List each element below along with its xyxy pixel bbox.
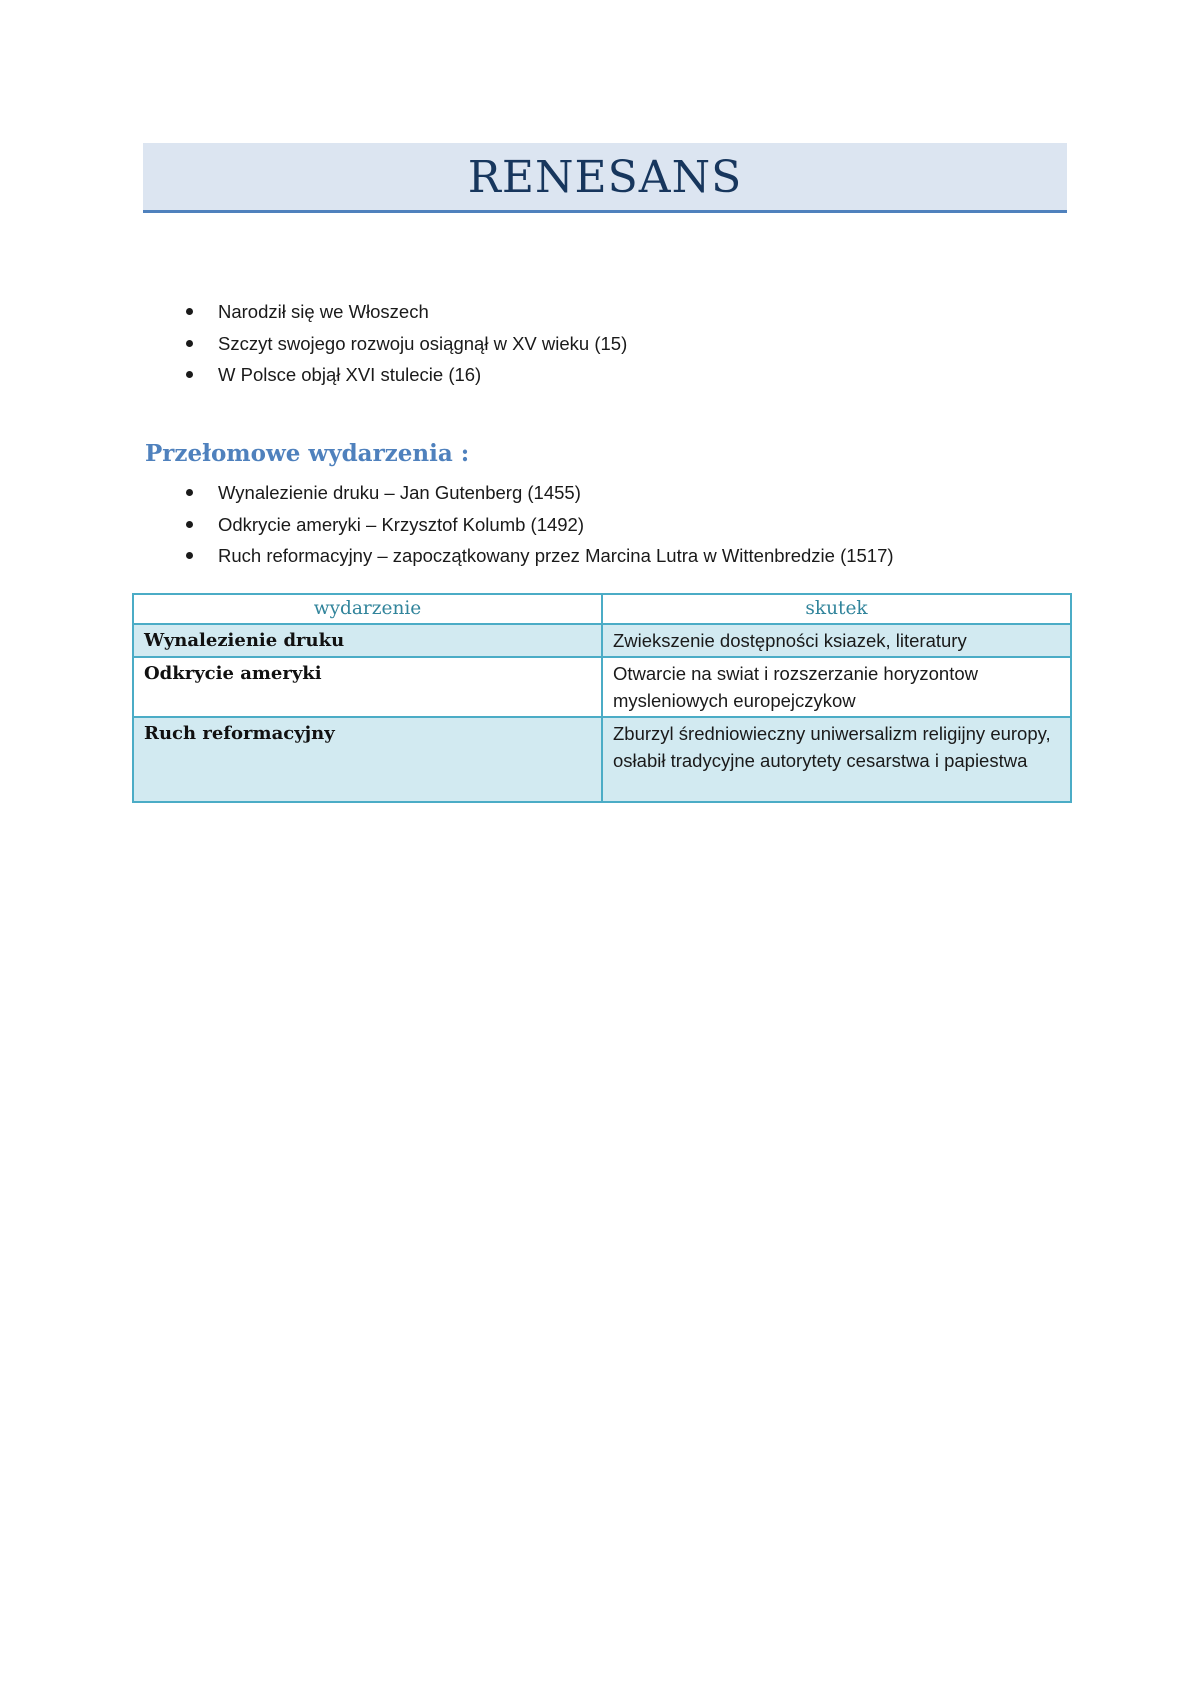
column-header-effect: skutek [602,594,1071,624]
event-cell: Odkrycie ameryki [133,657,602,717]
list-item-text: W Polsce objął XVI stulecie (16) [218,364,482,385]
list-item-text: Wynalezienie druku – Jan Gutenberg (1455) [218,482,581,503]
list-item-text: Narodził się we Włoszech [218,301,429,322]
list-item-text: Szczyt swojego rozwoju osiągnął w XV wieku (15) [218,332,628,354]
list-item [184,509,894,541]
list-item-text: Odkrycie ameryki – Krzysztof Kolumb (1492) [218,513,585,535]
effect-cell: Otwarcie na swiat i rozszerzanie horyzontow mysleniowych europejczykow [602,657,1071,717]
effect-cell: Zburzyl średniowieczny uniwersalizm religijny europy, osłabił tradycyjne autorytety cesarstwa i papiestwa [602,717,1071,802]
bullet-icon [186,308,193,315]
event-cell: Wynalezienie druku [133,624,602,657]
events-bullet-list [184,477,894,572]
list-item-text: Ruch reformacyjny – zapoczątkowany przez Marcina Lutra w Wittenbredzie (1517) [218,545,894,566]
table-header-row [133,594,1071,624]
events-table [132,593,1072,803]
intro-bullet-list [184,296,627,391]
table-row [133,624,1071,657]
document-title: RENESANS [467,151,743,203]
bullet-icon [186,340,193,347]
list-item [184,477,894,509]
table-row [133,717,1071,802]
bullet-icon [186,371,193,378]
table-row [133,657,1071,717]
bullet-icon [186,552,193,559]
effect-cell: Zwiekszenie dostępności ksiazek, literatury [602,624,1071,657]
list-item [184,540,894,572]
event-cell: Ruch reformacyjny [133,717,602,802]
title-banner [143,143,1067,213]
section-heading: Przełomowe wydarzenia : [145,440,470,467]
list-item [184,296,627,328]
list-item [184,359,627,391]
column-header-event: wydarzenie [133,594,602,624]
bullet-icon [186,489,193,496]
bullet-icon [186,521,193,528]
list-item [184,328,627,360]
